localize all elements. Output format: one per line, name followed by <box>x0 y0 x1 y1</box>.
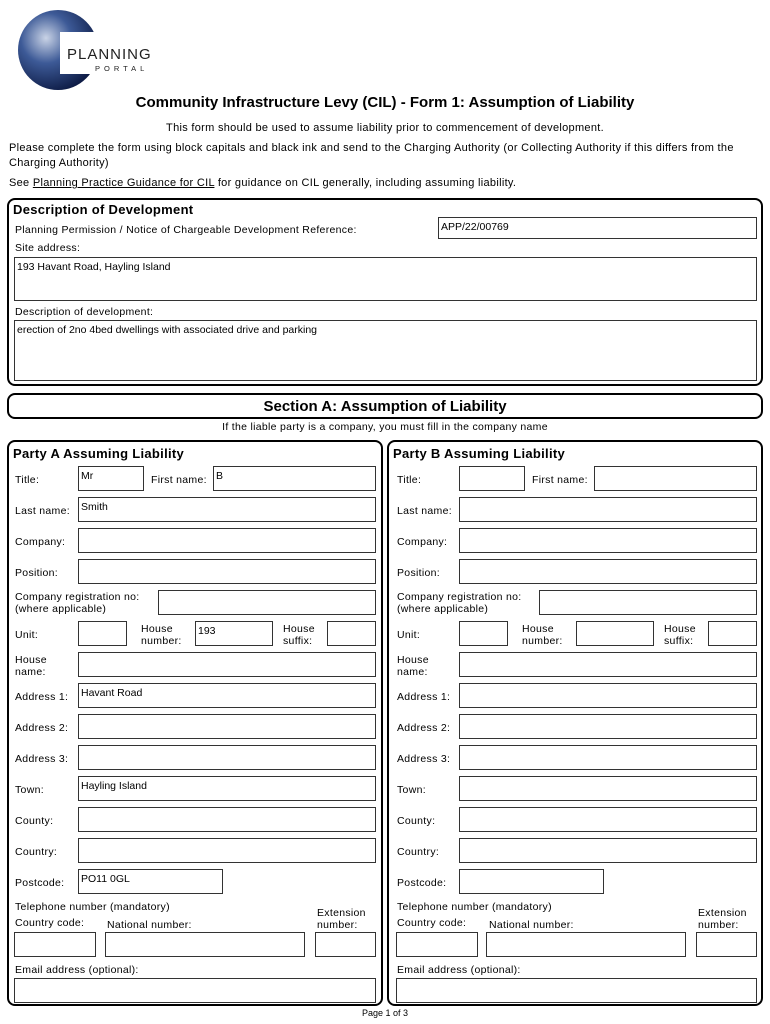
party-b-address1-label: Address 1: <box>397 691 451 703</box>
form-subtitle: This form should be used to assume liability prior to commencement of development. <box>166 122 604 134</box>
guidance-prefix: See <box>9 177 30 189</box>
section-a-header <box>7 393 763 419</box>
party-b-reg-label: Company registration no: <box>397 591 522 603</box>
party-b-title-input[interactable] <box>459 466 525 491</box>
party-a-address1-input[interactable]: Havant Road <box>78 683 376 708</box>
party-a-house-suffix-label-1: House <box>283 623 315 635</box>
party-a-house-name-input[interactable] <box>78 652 376 677</box>
party-b-unit-input[interactable] <box>459 621 508 646</box>
party-b-address2-label: Address 2: <box>397 722 451 734</box>
party-a-house-name-label-2: name: <box>15 666 46 678</box>
party-b-country-label: Country: <box>397 846 440 858</box>
guidance-suffix: for guidance on CIL generally, including assuming liability. <box>217 177 517 189</box>
party-a-national-number-input[interactable] <box>105 932 305 957</box>
party-b-county-label: County: <box>397 815 436 827</box>
party-a-address3-label: Address 3: <box>15 753 69 765</box>
party-a-title-label: Title: <box>15 474 40 486</box>
party-b-unit-label: Unit: <box>397 629 421 641</box>
party-b-email-input[interactable] <box>396 978 757 1003</box>
reference-input[interactable]: APP/22/00769 <box>438 217 757 239</box>
description-panel <box>7 198 763 386</box>
party-a-county-label: County: <box>15 815 54 827</box>
party-a-address3-input[interactable] <box>78 745 376 770</box>
party-a-title-input[interactable]: Mr <box>78 466 144 491</box>
party-a-last-name-label: Last name: <box>15 505 70 517</box>
party-a-address2-label: Address 2: <box>15 722 69 734</box>
party-a-panel <box>7 440 383 1006</box>
party-a-company-input[interactable] <box>78 528 376 553</box>
form-title: Community Infrastructure Levy (CIL) - Form 1: Assumption of Liability <box>135 94 635 111</box>
party-a-town-label: Town: <box>15 784 44 796</box>
party-b-last-name-input[interactable] <box>459 497 757 522</box>
party-b-house-suffix-label-2: suffix: <box>664 635 694 647</box>
party-b-postcode-label: Postcode: <box>397 877 447 889</box>
party-b-email-label: Email address (optional): <box>397 964 521 976</box>
party-b-house-name-input[interactable] <box>459 652 757 677</box>
instructions: Please complete the form using block capitals and black ink and send to the Charging Authority (or Collecting Authority if this differs from the Charging Authority) <box>9 142 734 169</box>
party-a-position-label: Position: <box>15 567 58 579</box>
party-b-country-input[interactable] <box>459 838 757 863</box>
party-b-house-name-label-1: House <box>397 654 429 666</box>
party-a-national-number-label: National number: <box>107 919 192 931</box>
party-a-reg-sub-label: (where applicable) <box>15 603 107 615</box>
party-b-county-input[interactable] <box>459 807 757 832</box>
party-b-company-label: Company: <box>397 536 448 548</box>
party-a-unit-input[interactable] <box>78 621 127 646</box>
party-a-heading: Party A Assuming Liability <box>13 446 185 461</box>
description-input[interactable]: erection of 2no 4bed dwellings with associated drive and parking <box>14 320 757 381</box>
party-a-address1-label: Address 1: <box>15 691 69 703</box>
party-b-first-name-input[interactable] <box>594 466 757 491</box>
site-address-input[interactable]: 193 Havant Road, Hayling Island <box>14 257 757 301</box>
party-b-extension-input[interactable] <box>696 932 757 957</box>
guidance-line <box>9 176 516 191</box>
party-b-position-input[interactable] <box>459 559 757 584</box>
party-b-house-suffix-input[interactable] <box>708 621 757 646</box>
party-b-country-code-input[interactable] <box>396 932 478 957</box>
party-a-country-input[interactable] <box>78 838 376 863</box>
party-b-extension-label-1: Extension <box>698 907 747 919</box>
party-a-house-suffix-input[interactable] <box>327 621 376 646</box>
party-a-town-input[interactable]: Hayling Island <box>78 776 376 801</box>
party-a-extension-input[interactable] <box>315 932 376 957</box>
party-a-house-number-label-1: House <box>141 623 173 635</box>
party-a-last-name-input[interactable]: Smith <box>78 497 376 522</box>
party-a-country-code-input[interactable] <box>14 932 96 957</box>
party-a-company-label: Company: <box>15 536 66 548</box>
party-b-first-name-label: First name: <box>532 474 588 486</box>
party-a-email-input[interactable] <box>14 978 376 1003</box>
party-b-house-number-input[interactable] <box>576 621 654 646</box>
party-b-house-suffix-label-1: House <box>664 623 696 635</box>
site-address-label: Site address: <box>15 242 81 254</box>
party-a-position-input[interactable] <box>78 559 376 584</box>
party-a-house-number-label-2: number: <box>141 635 182 647</box>
party-b-position-label: Position: <box>397 567 440 579</box>
party-b-company-input[interactable] <box>459 528 757 553</box>
party-a-house-name-label-1: House <box>15 654 47 666</box>
party-a-reg-input[interactable] <box>158 590 376 615</box>
party-a-house-suffix-label-2: suffix: <box>283 635 313 647</box>
party-b-address3-input[interactable] <box>459 745 757 770</box>
party-a-email-label: Email address (optional): <box>15 964 139 976</box>
party-a-address2-input[interactable] <box>78 714 376 739</box>
party-a-postcode-input[interactable]: PO11 0GL <box>78 869 223 894</box>
guidance-link[interactable]: Planning Practice Guidance for CIL <box>32 177 215 189</box>
party-b-town-label: Town: <box>397 784 426 796</box>
party-a-extension-label-2: number: <box>317 919 358 931</box>
party-b-telephone-label: Telephone number (mandatory) <box>397 901 552 913</box>
party-b-house-number-label-1: House <box>522 623 554 635</box>
party-b-national-number-label: National number: <box>489 919 574 931</box>
party-b-reg-sub-label: (where applicable) <box>397 603 489 615</box>
section-a-heading: Section A: Assumption of Liability <box>263 398 507 415</box>
party-b-title-label: Title: <box>397 474 422 486</box>
party-b-heading: Party B Assuming Liability <box>393 446 566 461</box>
party-b-address2-input[interactable] <box>459 714 757 739</box>
party-b-country-code-label: Country code: <box>397 917 467 929</box>
party-a-country-code-label: Country code: <box>15 917 85 929</box>
party-b-panel <box>387 440 763 1006</box>
party-a-county-input[interactable] <box>78 807 376 832</box>
logo-line2: PORTAL <box>95 64 149 73</box>
party-b-postcode-input[interactable] <box>459 869 604 894</box>
party-b-national-number-input[interactable] <box>486 932 686 957</box>
party-b-house-name-label-2: name: <box>397 666 428 678</box>
party-b-reg-input[interactable] <box>539 590 757 615</box>
planning-portal-logo <box>12 6 172 92</box>
party-a-reg-label: Company registration no: <box>15 591 140 603</box>
logo-line1: PLANNING <box>67 46 152 63</box>
party-a-extension-label-1: Extension <box>317 907 366 919</box>
party-b-town-input[interactable] <box>459 776 757 801</box>
description-heading: Description of Development <box>13 202 194 217</box>
party-a-unit-label: Unit: <box>15 629 39 641</box>
party-b-house-number-label-2: number: <box>522 635 563 647</box>
party-a-telephone-label: Telephone number (mandatory) <box>15 901 170 913</box>
reference-label: Planning Permission / Notice of Chargeable Development Reference: <box>15 224 357 236</box>
party-b-last-name-label: Last name: <box>397 505 452 517</box>
party-b-extension-label-2: number: <box>698 919 739 931</box>
party-a-first-name-label: First name: <box>151 474 207 486</box>
party-b-address3-label: Address 3: <box>397 753 451 765</box>
section-a-note: If the liable party is a company, you must fill in the company name <box>222 421 548 433</box>
party-a-country-label: Country: <box>15 846 58 858</box>
page-number: Page 1 of 3 <box>361 1008 409 1018</box>
description-label: Description of development: <box>15 306 154 318</box>
party-a-first-name-input[interactable]: B <box>213 466 376 491</box>
party-b-address1-input[interactable] <box>459 683 757 708</box>
party-a-house-number-input[interactable]: 193 <box>195 621 273 646</box>
party-a-postcode-label: Postcode: <box>15 877 65 889</box>
